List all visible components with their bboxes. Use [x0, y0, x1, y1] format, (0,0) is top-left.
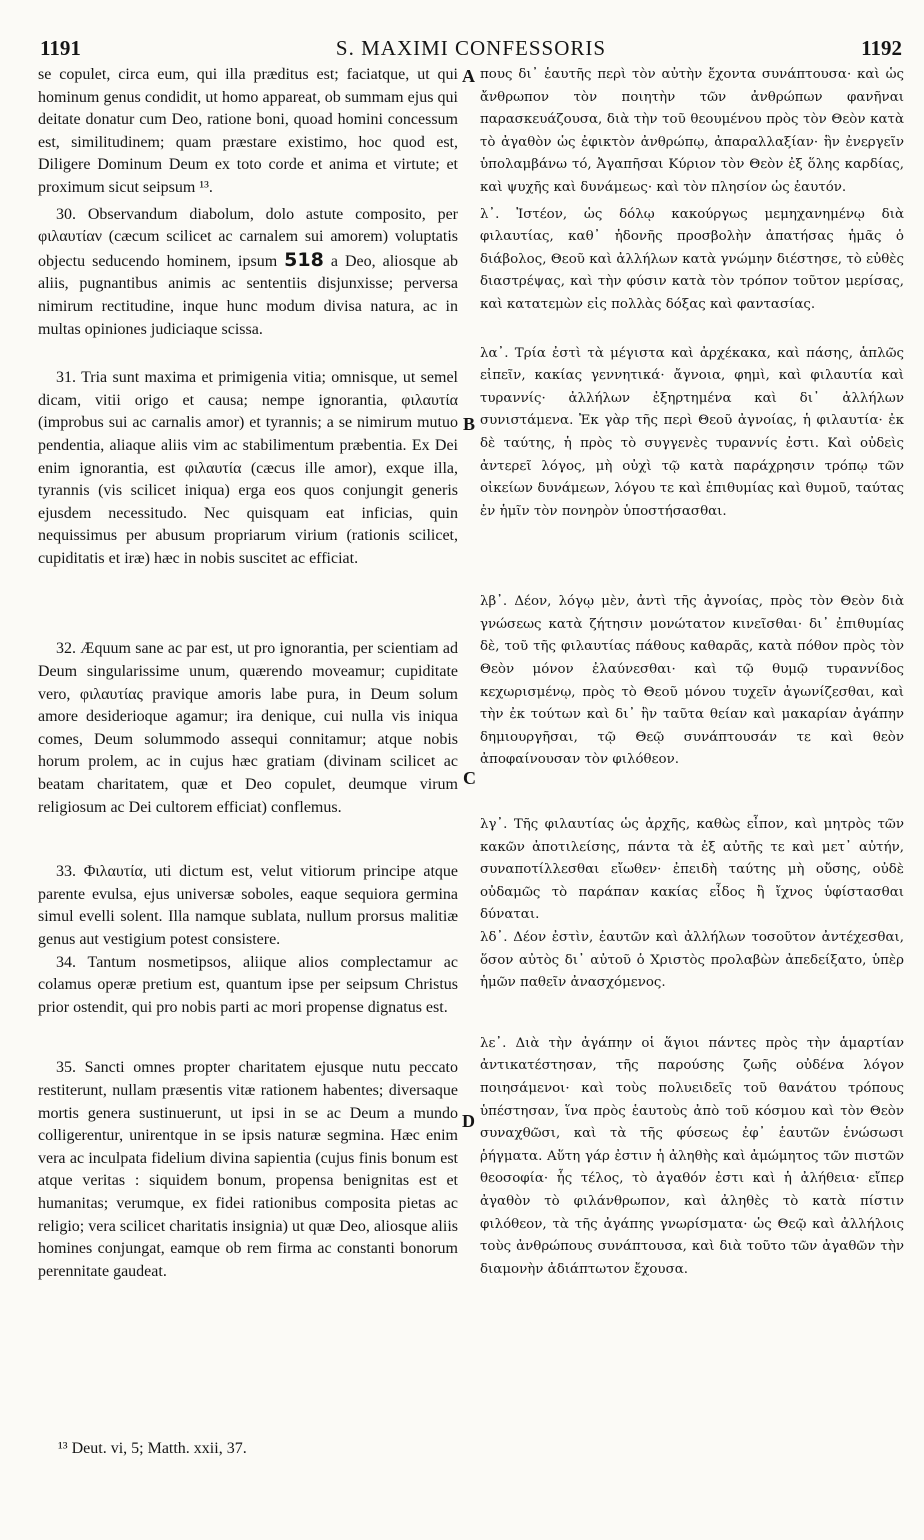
latin-paragraph-30-text-a: 30. Observandum diabolum, dolo astute composito, per φιλαυτίαν (cæcum scilicet ac carnalem sui amorem) voluptatis objectu seducendo hominem, ipsum: [38, 205, 458, 270]
margin-letter-b: B: [463, 414, 476, 434]
footnote: ¹³ Deut. vi, 5; Matth. xxii, 37.: [58, 1440, 247, 1457]
page-header: [40, 36, 902, 64]
latin-paragraph-29: se copulet, circa eum, qui illa præditus est; faciatque, ut qui hominum genus condidit, ut homo appareat, ob summam ejus qui deitate donatur cum Deo, ratione boni, quoad homini concessum est, similitudinem; quam præstare existimo, hoc quod est, Diligere Dominum Deum ex toto corde et anima et virtute; et proximum sicut seipsum ¹³.: [38, 66, 458, 196]
latin-paragraph-31: 31. Tria sunt maxima et primigenia vitia; omnisque, ut semel dicam, vitii origo et causa; nempe ignorantia, φιλαυτία (improbus sui ac carnalis amor) et tyrannis; a se nimirum mutuo pendentia, aliaque aliis vim ac stabilimentum præbentia. Ex Dei enim ignorantia, est φιλαυτία (cæcus ille amor), exque illa, tyrannis (vis scilicet iniqua) erga eos quos conjungit generis ejusdem necessitudo. Nec quisquam eat inficias, quin nequissimus per abusum propriarum virium (rationis scilicet, cupiditatis et iræ) hæc in nobis suscitet ac efficiat.: [38, 369, 458, 567]
latin-paragraph-33: 33. Φιλαυτία, uti dictum est, velut vitiorum principe atque parente evulsa, ejus universæ soboles, eaque sequiora germina simul evelli solent. Illa namque sublata, nullum prorsus malitiæ genus aut vestigium potest consistere.: [38, 863, 458, 948]
latin-paragraph-34: 34. Tantum nosmetipsos, aliique alios complectamur ac colamus operæ pretium est, quantum ipse per seipsum Christus prior ostendit, qui pro nobis parti ac mori propense dignatus est.: [38, 953, 458, 1016]
latin-paragraph-30-text-b: a Deo, aliosque ab aliis, pugnantibus animis ac sententiis disjunxisse; perversa nimirum rectitudine, inque hunc modum divisa natura, ac in multas opiniones judiciaque scissa.: [38, 252, 459, 338]
running-title: S. MAXIMI CONFESSORIS: [335, 36, 607, 60]
latin-paragraph-30: [38, 204, 458, 342]
greek-column: [480, 64, 904, 1281]
greek-paragraph-32: λβ᾽. Δέον, λόγῳ μὲν, ἀντὶ τῆς ἀγνοίας, πρὸς τὸν Θεὸν διὰ γνώσεως κατὰ ζήτησιν μονώτατον κινεῖσθαι· δι᾽ ἐπιθυμίας δὲ, τοῦ τῆς φιλαυτίας πάθους καθαρᾶς, κατὰ πόθον πρὸς τὸν Θεὸν μόνον ἐλαύνεσθαι· καὶ τῷ θυμῷ τυραννίδος κεχωρισμένῳ, πρὸς τὸ Θεοῦ μόνου τυχεῖν ἀγωνίζεσθαι, καὶ τὴν ἐκ τούτων καὶ δι᾽ ἣν ταῦτα θείαν καὶ μακαρίαν ἀγάπην δημιουργῆσαι, τῷ Θεῷ συνάπτουσάν τε καὶ θεὸν ἀποφαίνουσαν τὸν φιλόθεον.: [480, 594, 904, 768]
greek-paragraph-29: πους δι᾽ ἑαυτῆς περὶ τὸν αὐτὴν ἔχοντα συνάπτουσα· καὶ ὡς ἄνθρωπον τὸν ποιητὴν τῶν ἀνθρώπων φανῆναι παρασκευάζουσα, διὰ τὴν τοῦ θεουμένου πρὸς τὸν Θεὸν κατὰ τὸ ἀγαθὸν ὡς ἐφικτὸν ἀνθρώπῳ, ἀπαραλλαξίαν· ἣν ἐνεργεῖν ὑπολαμβάνω τό, Ἀγαπῆσαι Κύριον τὸν Θεὸν ἐξ ὅλης καρδίας, καὶ ψυχῆς καὶ δυνάμεως· καὶ τὸν πλησίον ὡς ἑαυτόν.: [480, 67, 904, 195]
latin-column: [38, 64, 458, 1283]
left-column-number: 1191: [40, 36, 81, 60]
greek-paragraph-30: λ᾽. Ἰστέον, ὡς δόλῳ κακούργως μεμηχανημένῳ διὰ φιλαυτίας, καθ᾽ ἡδονῆς προσβολὴν ἀπατήσας ἡμᾶς ὁ διάβολος, Θεοῦ καὶ ἀλλήλων κατὰ γνώμην διέστησε, τὸ εὐθὲς διαστρέψας, καὶ τὴν φύσιν κατὰ τὸν τρόπον τοῦτον μερίσας, καὶ κατατεμὼν εἰς πολλὰς δόξας καὶ φαντασίας.: [480, 206, 904, 312]
greek-paragraph-34: λδ᾽. Δέον ἐστὶν, ἑαυτῶν καὶ ἀλλήλων τοσοῦτον ἀντέχεσθαι, ὅσον αὐτὸς δι᾽ αὐτοῦ ὁ Χριστὸς προλαβὼν ἀπεδείξατο, ὑπὲρ ἡμῶν παθεῖν ἀνασχόμενος.: [480, 930, 904, 991]
margin-letter-a: A: [462, 66, 475, 86]
latin-paragraph-35: 35. Sancti omnes propter charitatem ejusque nutu peccato restiterunt, nullam præsentis vitæ rationem habentes; diversaque mortis genera sustinuerunt, ut ipsi in se ac Deum a mundo colligerentur, unirentque in se ipsis naturæ segmina. Hæc enim vera ac inculpata fidelium divina sapientia (cujus finis bonum est atque veritas : siquidem bonum, propensa benignitas est et humanitas; verumque, ex fidei rationibus composita pietas ac religio; vera scilicet charitatis insignia) ut quæ Deo, aliosque aliis homines conjungat, eamque ob rem firma ac constanti bonorum perennitate gaudeat.: [38, 1059, 458, 1280]
margin-letter-d: D: [462, 1111, 475, 1131]
migne-column-number: 518: [284, 248, 324, 271]
greek-paragraph-31: λα᾽. Τρία ἐστὶ τὰ μέγιστα καὶ ἀρχέκακα, καὶ πάσης, ἁπλῶς εἰπεῖν, κακίας γεννητικά· ἄγνοια, φημὶ, καὶ φιλαυτία καὶ τυραννίς· ἀλλήλων ἐξηρτημένα καὶ δι᾽ ἀλλήλων συνιστάμενα. Ἐκ γὰρ τῆς περὶ Θεοῦ ἀγνοίας, ἡ φιλαυτία· ἐκ δὲ ταύτης, ἡ πρὸς τὸ συγγενὲς τυραννίς ἐστι. Καὶ οὐδεὶς ἀντερεῖ λόγος, μὴ οὐχὶ τῷ κατὰ παράχρησιν τρόπῳ τῶν οἰκείων δυνάμεων, λόγου τε καὶ ἐπιθυμίας καὶ θυμοῦ, ταύτας ἐν ἡμῖν τὸν πονηρὸν ὑποστήσασθαι.: [480, 345, 904, 519]
margin-letter-c: C: [463, 768, 476, 788]
greek-paragraph-33: λγ᾽. Τῆς φιλαυτίας ὡς ἀρχῆς, καθὼς εἶπον, καὶ μητρὸς τῶν κακῶν ἀποτιλείσης, πάντα τὰ ἐξ αὐτῆς τε καὶ μετ᾽ αὐτήν, συναποτίλλεσθαι εἴωθεν· ἐπειδὴ ταύτης μὴ οὔσης, οὐδὲ οὐδαμῶς τὸ παράπαν κακίας εἶδος ἢ ἴχνος ὑφίστασθαι δύναται.: [480, 817, 904, 923]
right-column-number: 1192: [861, 36, 902, 60]
latin-paragraph-32: 32. Æquum sane ac par est, ut pro ignorantia, per scientiam ad Deum singularissime unum, quærendo moveamur; cupiditate vero, φιλαυτίας pravique amoris labe pura, in Deum solum amore desiderioque agamur; ira denique, cui nulla vis iniqua comes, Deum solummodo assequi connitamur; atque nobis horum prolem, ac in cujus hæc gratiam (divinam scilicet ac beatam charitatem, quæ et Deo copulet, deumque virum religiosum ac Dei cultorem efficiat) conflemus.: [38, 640, 458, 816]
greek-paragraph-35: λε᾽. Διὰ τὴν ἀγάπην οἱ ἅγιοι πάντες πρὸς τὴν ἁμαρτίαν ἀντικατέστησαν, τῆς παρούσης ζωῆς οὐδένα λόγον ποιησάμενοι· καὶ τοὺς πολυειδεῖς τοῦ θανάτου τρόπους ὑπέστησαν, ἵνα πρὸς ἑαυτοὺς ἀπὸ τοῦ κόσμου καὶ τὸν Θεὸν συναχθῶσι, καὶ τὰ τῆς φύσεως ἐφ᾽ ἑαυτῶν ἑνώσωσι ῥήγματα. Αὕτη γάρ ἐστιν ἡ ἀληθὴς καὶ ἀμώμητος τῶν πιστῶν θεοσοφία· ἧς τέλος, τὸ ἀγαθόν ἐστι καὶ ἡ ἀλήθεια· εἴπερ ἀγαθὸν τὸ φιλάνθρωπον, καὶ ἀληθὲς τὸ κατὰ πίστιν φιλόθεον, τὰ τῆς ἀγάπης γνωρίσματα· ὡς Θεῷ καὶ ἀλλήλοις τοὺς ἀνθρώπους συνάπτουσα, καὶ διὰ τοῦτο τῶν ἀγαθῶν τὴν διαμονὴν ἀδιάπτωτον ἔχουσα.: [480, 1035, 904, 1277]
